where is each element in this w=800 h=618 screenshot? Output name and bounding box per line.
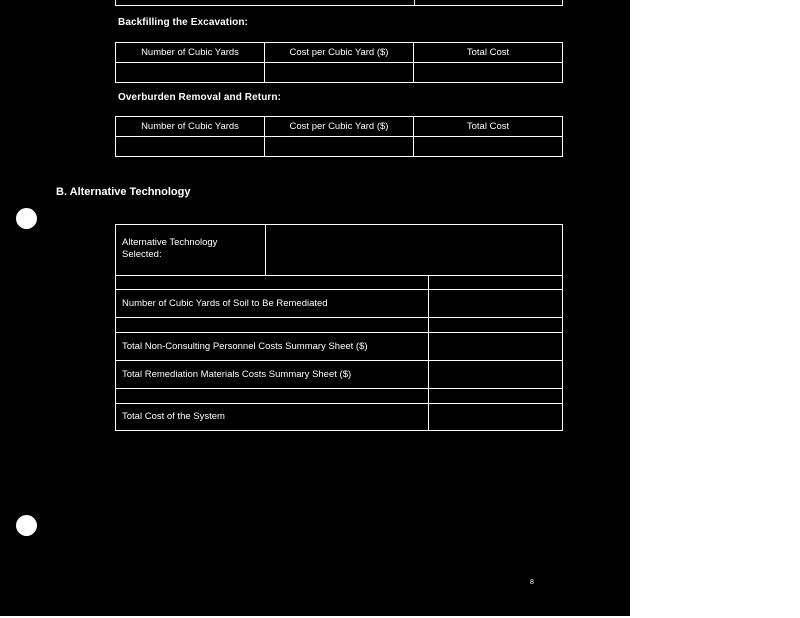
backfilling-header-total-cost: Total Cost — [414, 43, 563, 63]
backfilling-total-cost-field[interactable] — [414, 63, 563, 83]
binder-hole-upper — [16, 208, 37, 229]
overburden-header-cost-per-yard: Cost per Cubic Yard ($) — [265, 117, 414, 137]
overburden-table — [115, 116, 563, 157]
previous-table-bottom — [115, 0, 563, 6]
total-system-cost-label: Total Cost of the System — [122, 411, 225, 422]
binder-hole-lower — [16, 515, 37, 536]
overburden-heading: Overburden Removal and Return: — [118, 92, 282, 103]
non-consulting-personnel-field[interactable] — [429, 333, 562, 360]
overburden-cost-per-yard-field[interactable] — [265, 137, 414, 157]
page-number: 8 — [530, 579, 534, 586]
alternative-technology-title: B. Alternative Technology — [56, 186, 191, 198]
overburden-cubic-yards-field[interactable] — [116, 137, 265, 157]
cubic-yards-remediated-label: Number of Cubic Yards of Soil to Be Remediated — [122, 298, 328, 309]
alternative-technology-table — [115, 224, 563, 431]
backfilling-header-cubic-yards: Number of Cubic Yards — [116, 43, 265, 63]
backfilling-table — [115, 42, 563, 83]
overburden-total-cost-field[interactable] — [414, 137, 563, 157]
overburden-header-cubic-yards: Number of Cubic Yards — [116, 117, 265, 137]
total-system-cost-field[interactable] — [429, 404, 562, 430]
backfilling-cubic-yards-field[interactable] — [116, 63, 265, 83]
technology-selected-label: Alternative Technology Selected: — [122, 237, 218, 260]
backfilling-heading: Backfilling the Excavation: — [118, 17, 248, 28]
non-consulting-personnel-label: Total Non-Consulting Personnel Costs Summary Sheet ($) — [122, 341, 368, 352]
remediation-materials-label: Total Remediation Materials Costs Summary Sheet ($) — [122, 369, 352, 380]
backfilling-cost-per-yard-field[interactable] — [265, 63, 414, 83]
backfilling-header-cost-per-yard: Cost per Cubic Yard ($) — [265, 43, 414, 63]
cubic-yards-remediated-field[interactable] — [429, 290, 562, 317]
remediation-materials-field[interactable] — [429, 361, 562, 388]
technology-selected-field[interactable] — [266, 225, 562, 275]
overburden-header-total-cost: Total Cost — [414, 117, 563, 137]
